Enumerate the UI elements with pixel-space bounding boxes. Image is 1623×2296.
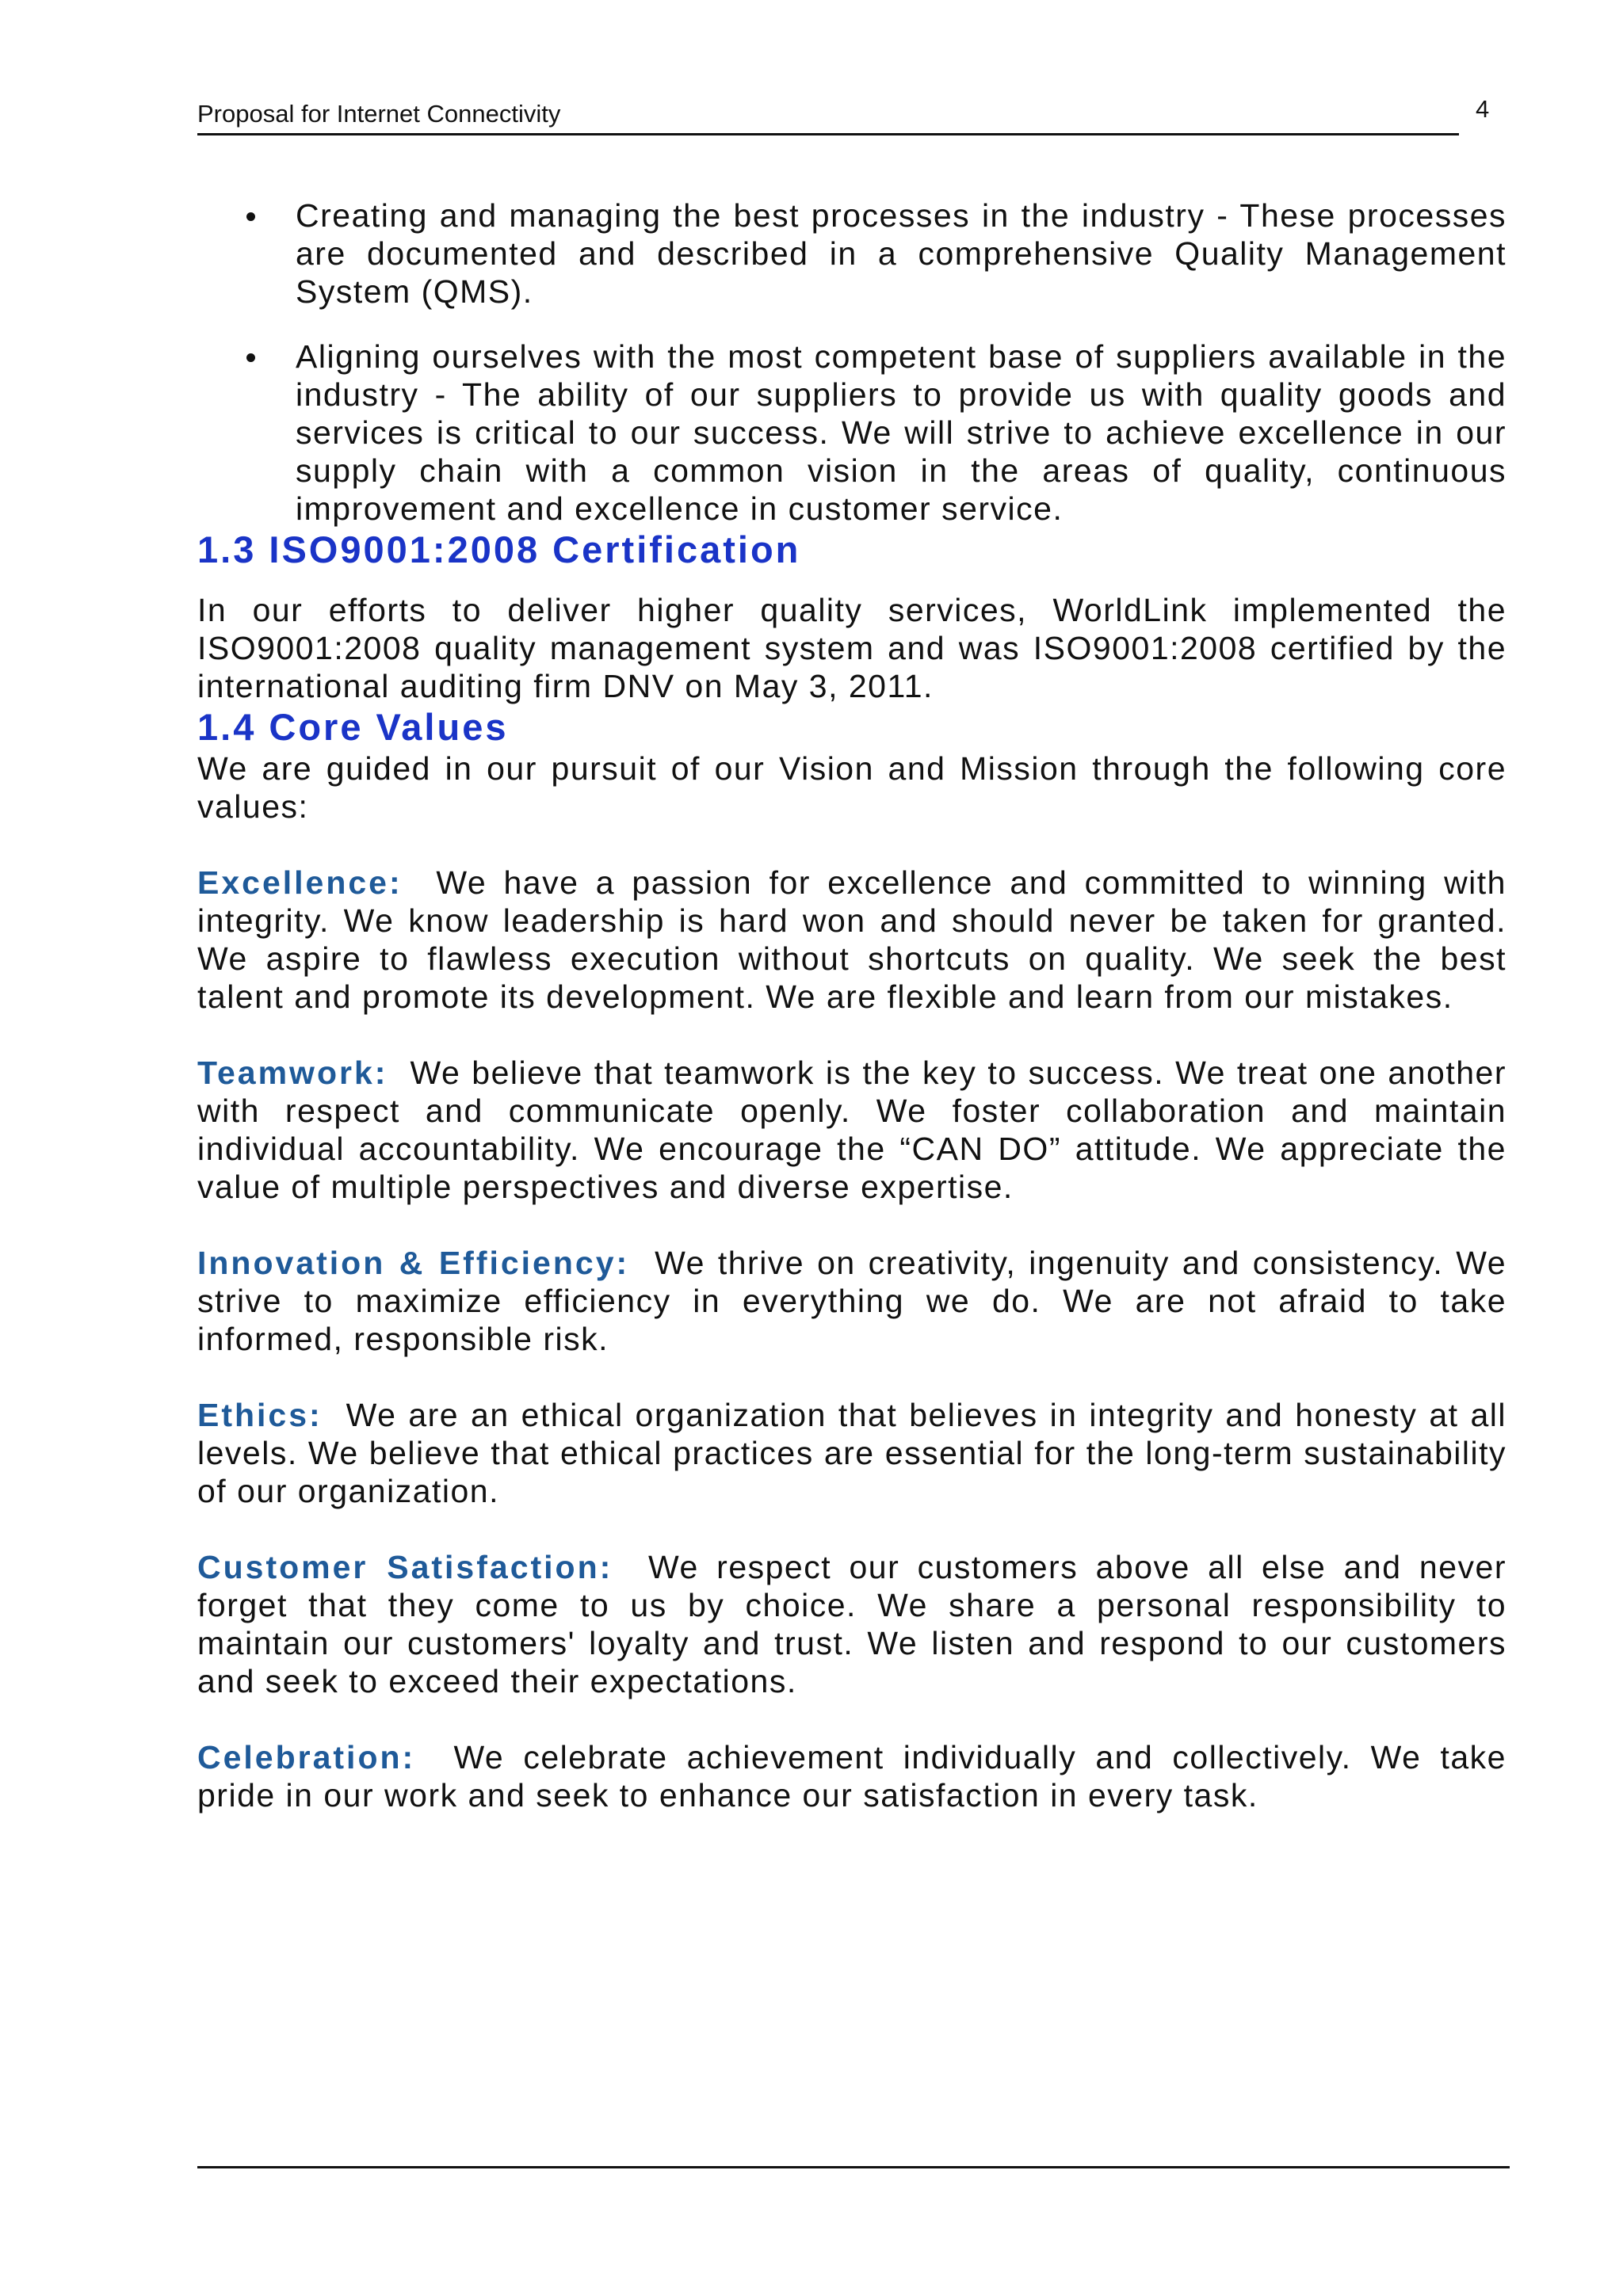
bullet-icon (246, 353, 255, 362)
footer-divider (197, 2166, 1510, 2168)
core-values-intro: We are guided in our pursuit of our Vision and Mission through the following core values: (197, 750, 1507, 825)
value-text: We are an ethical organization that believes in integrity and honesty at all levels. We believe that ethical practices are essential for the long-term sustainability of our organization. (197, 1397, 1507, 1509)
value-separator: : (389, 864, 403, 901)
bullet-text: Aligning ourselves with the most competent base of suppliers available in the industry - The ability of our suppliers to provide us with quality goods and services is critical to our success. We will strive to achieve excellence in our supply chain with a common vision in the areas of quality, continuous improvement and excellence in customer service. (296, 338, 1507, 527)
value-term: Celebration (197, 1739, 403, 1775)
core-value-customer-satisfaction (197, 1548, 1507, 1700)
core-value-innovation (197, 1244, 1507, 1358)
value-text: We celebrate achievement individually and collectively. We take pride in our work and seek to enhance our satisfaction in every task. (197, 1739, 1507, 1814)
value-term: Excellence (197, 864, 389, 901)
section-heading-iso-certification: 1.3 ISO9001:2008 Certification (197, 528, 801, 570)
bullet-item (197, 338, 1507, 528)
header-title: Proposal for Internet Connectivity (197, 100, 561, 128)
core-value-ethics (197, 1396, 1507, 1510)
value-text: We thrive on creativity, ingenuity and consistency. We strive to maximize efficiency in everything we do. We are not afraid to take informed, responsible risk. (197, 1245, 1507, 1357)
bullet-item (197, 196, 1507, 311)
value-separator: : (616, 1245, 630, 1281)
value-separator: : (374, 1055, 388, 1091)
value-text: We have a passion for excellence and committed to winning with integrity. We know leadership is hard won and should never be taken for granted. We aspire to flawless execution without shortcuts on quality. We seek the best talent and promote its development. We are flexible and learn from our mistakes. (197, 864, 1507, 1015)
bullet-list (197, 196, 1507, 528)
core-value-teamwork (197, 1054, 1507, 1206)
value-term: Teamwork (197, 1055, 375, 1091)
value-text: We respect our customers above all else and never forget that they come to us by choice. We share a personal responsibility to maintain our customers' loyalty and trust. We listen and respond to our customers and seek to exceed their expectations. (197, 1549, 1507, 1699)
page-body (197, 196, 1507, 1814)
value-separator: : (402, 1739, 416, 1775)
value-separator: : (309, 1397, 323, 1433)
page-header (197, 93, 1459, 135)
core-value-celebration (197, 1738, 1507, 1814)
section-heading-core-values: 1.4 Core Values (197, 706, 509, 748)
section-iso-body: In our efforts to deliver higher quality services, WorldLink implemented the ISO9001:2008 quality management system and was ISO9001:2008 certified by the international auditing firm DNV on May 3, 2011. (197, 592, 1507, 704)
value-term: Ethics (197, 1397, 310, 1433)
bullet-text: Creating and managing the best processes in the industry - These processes are documented and described in a comprehensive Quality Management System (QMS). (296, 197, 1507, 310)
value-term: Innovation & Efficiency (197, 1245, 617, 1281)
value-separator: : (599, 1549, 613, 1585)
core-value-excellence (197, 864, 1507, 1016)
value-term: Customer Satisfaction (197, 1549, 600, 1585)
value-text: We believe that teamwork is the key to success. We treat one another with respect and communicate openly. We foster collaboration and maintain individual accountability. We encourage the “CAN DO” attitude. We appreciate the value of multiple perspectives and diverse expertise. (197, 1055, 1507, 1205)
page-number: 4 (1476, 95, 1490, 123)
bullet-icon (246, 212, 255, 221)
